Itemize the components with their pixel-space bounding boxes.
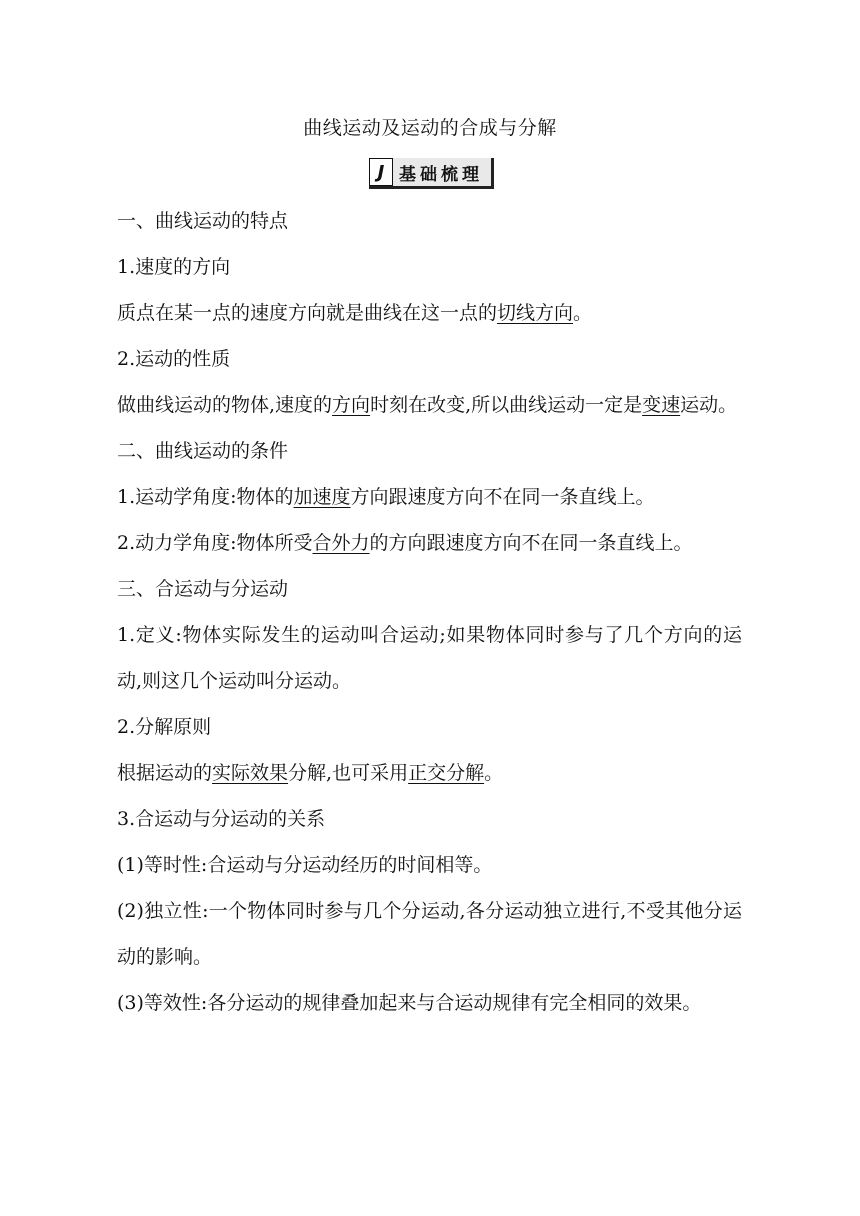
section-heading-3: 三、合运动与分运动 (117, 578, 289, 600)
document-body (117, 198, 742, 1026)
subheading-velocity-direction: 1.速度的方向 (117, 256, 231, 278)
answer-blank: 正交分解 (408, 762, 485, 784)
paragraph-decomposition: 根据运动的实际效果分解,也可采用正交分解。 (117, 762, 504, 784)
paragraph-definition: 1.定义:物体实际发生的运动叫合运动;如果物体同时参与了几个方向的运动,则这几个运动叫分运动。 (117, 624, 742, 692)
subheading-motion-nature: 2.运动的性质 (117, 348, 231, 370)
answer-blank: 变速 (642, 394, 681, 416)
subheading-decomposition: 2.分解原则 (117, 716, 212, 738)
paragraph-dynamics: 2.动力学角度:物体所受合外力的方向跟速度方向不在同一条直线上。 (117, 532, 693, 554)
paragraph-kinematics: 1.运动学角度:物体的加速度方向跟速度方向不在同一条直线上。 (117, 486, 655, 508)
badge-letter-icon: J (369, 158, 393, 186)
answer-blank: 合外力 (312, 532, 370, 554)
paragraph-equivalence: (3)等效性:各分运动的规律叠加起来与合运动规律有完全相同的效果。 (117, 992, 702, 1014)
answer-blank: 实际效果 (212, 762, 289, 784)
paragraph-motion-nature: 做曲线运动的物体,速度的方向时刻在改变,所以曲线运动一定是变速运动。 (117, 394, 738, 416)
section-heading-1: 一、曲线运动的特点 (117, 210, 289, 232)
subheading-relationship: 3.合运动与分运动的关系 (117, 808, 326, 830)
answer-blank: 切线方向 (497, 302, 574, 324)
answer-blank: 方向 (332, 394, 371, 416)
section-badge (369, 158, 494, 189)
answer-blank: 加速度 (293, 486, 351, 508)
section-heading-2: 二、曲线运动的条件 (117, 440, 289, 462)
badge-text: 基础梳理 (393, 158, 491, 186)
paragraph-independence: (2)独立性:一个物体同时参与几个分运动,各分运动独立进行,不受其他分运动的影响。 (117, 900, 742, 968)
paragraph-velocity-direction: 质点在某一点的速度方向就是曲线在这一点的切线方向。 (117, 302, 593, 324)
document-title: 曲线运动及运动的合成与分解 (303, 117, 557, 139)
paragraph-isochronism: (1)等时性:合运动与分运动经历的时间相等。 (117, 854, 493, 876)
